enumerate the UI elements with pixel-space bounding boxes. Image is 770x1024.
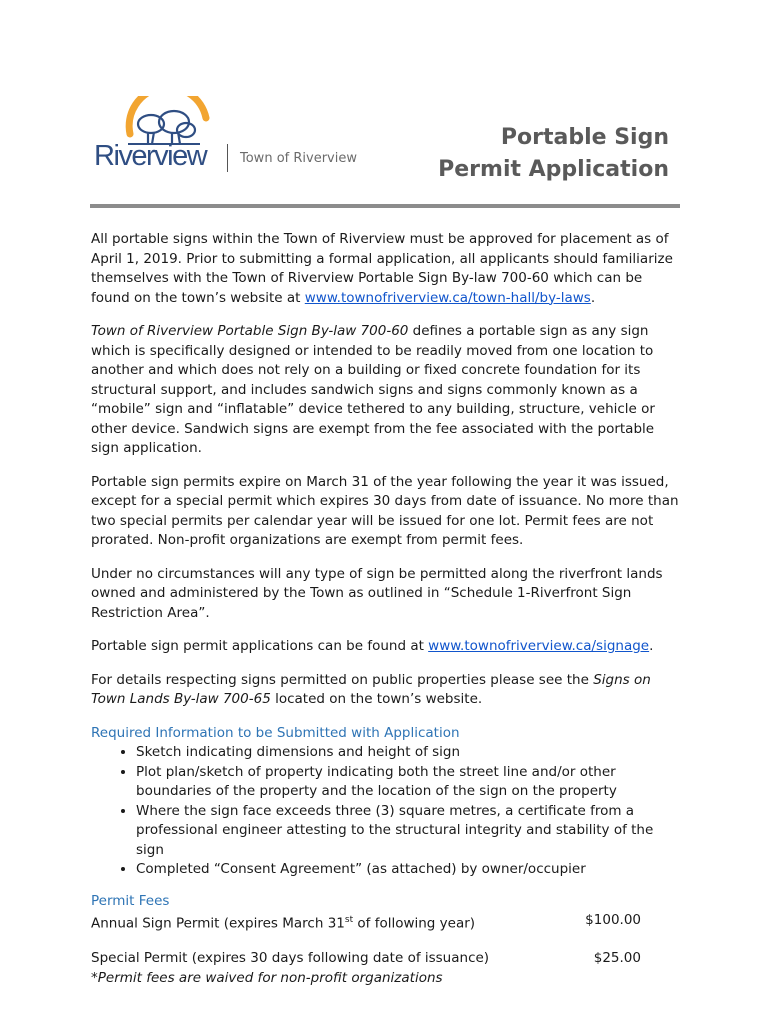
annual-fee-row [91,911,641,934]
bylaws-link[interactable]: www.townofriverview.ca/town-hall/by-laws [304,289,591,306]
special-fee-amount: $25.00 [593,950,641,966]
expiry-paragraph: Portable sign permits expire on March 31 of the year following the year it was issued, except for a special permit which expires 30 days from date of issuance. No more than two special permits per calendar year will be issued for one lot. Permit fees are not prorated. Non-profit organizations are exempt from permit fees. [91,473,679,548]
town-label: Town of Riverview [240,151,357,166]
public-properties-paragraph: For details respecting signs permitted on public properties please see the Signs on Town Lands By-law 700-65 located on the town’s website. [91,671,651,707]
special-fee-label: Special Permit (expires 30 days following date of issuance) [91,950,490,966]
tree-sun-icon [88,96,218,146]
list-item: • Plot plan/sketch of property indicating both the street line and/or other boundaries of the property and the location of the sign on the property [136,763,681,802]
signage-link[interactable]: www.townofriverview.ca/signage [428,638,650,654]
header-rule [90,204,680,208]
required-info-list [91,743,681,880]
page-title [438,122,669,186]
list-item: • Completed “Consent Agreement” (as attached) by owner/occupier [136,860,681,880]
required-info-heading: Required Information to be Submitted with Application [91,724,460,741]
annual-fee-label: Annual Sign Permit (expires March 31st of following year) [91,915,476,932]
logo-wordmark: Riverview [94,140,207,172]
riverfront-paragraph: Under no circumstances will any type of sign be permitted along the riverfront lands owned and administered by the Town as outlined in “Schedule 1-Riverfront Sign Restriction Area”. [91,565,663,621]
applications-paragraph: Portable sign permit applications can be found at www.townofriverview.ca/signage. [91,638,654,654]
list-item: • Sketch indicating dimensions and height of sign [136,743,681,763]
fee-waiver-note: *Permit fees are waived for non-profit organizations [91,969,443,986]
intro-paragraph: All portable signs within the Town of Riverview must be approved for placement as of April 1, 2019. Prior to submitting a formal application, all applicants should familiarize themselves with the Town of Riverview Portable Sign By-law 700-60 which can be found on the town’s website at www.townofriverview.ca/town-hall/by-laws. [91,231,673,306]
title-line-2: Permit Application [438,157,669,182]
list-item: • Where the sign face exceeds three (3) square metres, a certificate from a professional engineer attesting to the structural integrity and stability of the sign [136,802,681,861]
permit-fees-heading: Permit Fees [91,892,170,909]
annual-fee-amount: $100.00 [585,912,641,928]
definition-paragraph: Town of Riverview Portable Sign By-law 700-60 defines a portable sign as any sign which is specifically designed or intended to be readily moved from one location to another and which does not rely on a building or fixed concrete foundation for its structural support, and includes sandwich signs and signs commonly known as a “mobile” sign and “inflatable” device tethered to any building, structure, vehicle or other device. Sandwich signs are exempt from the fee associated with the portable sign application. [91,323,655,456]
header-divider [227,144,228,172]
special-fee-row [91,949,641,969]
riverview-logo [88,96,218,176]
document-body [91,230,681,988]
title-line-1: Portable Sign [500,125,669,150]
